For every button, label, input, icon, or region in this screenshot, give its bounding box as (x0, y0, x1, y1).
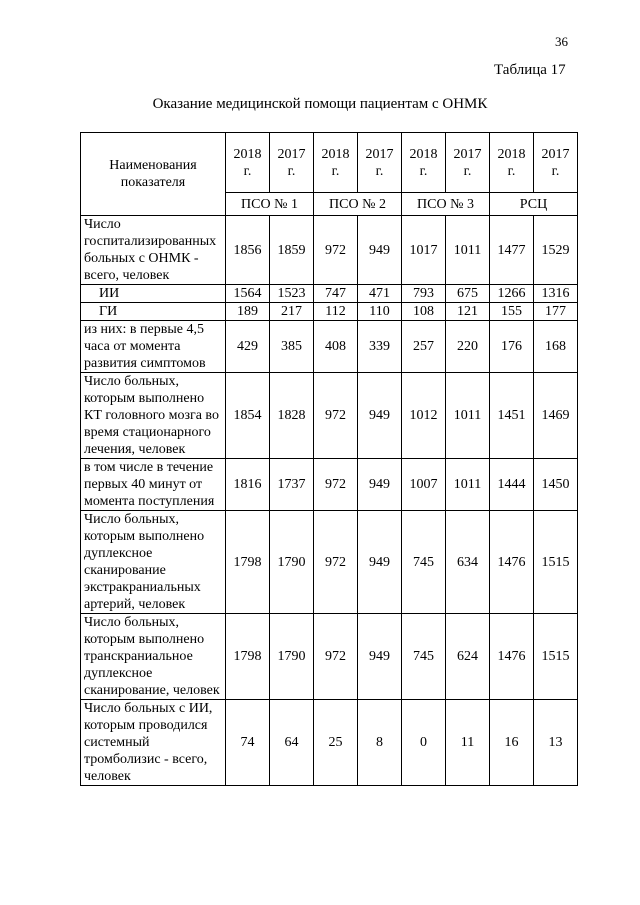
cell-value: 110 (358, 303, 402, 321)
cell-value: 1515 (534, 614, 578, 700)
table-label: Таблица 17 (494, 62, 566, 78)
cell-value: 74 (226, 700, 270, 786)
cell-value: 1816 (226, 459, 270, 511)
table-row (81, 373, 578, 459)
cell-value: 1737 (270, 459, 314, 511)
cell-value: 1017 (402, 216, 446, 285)
row-label: ГИ (81, 303, 226, 321)
table-row (81, 511, 578, 614)
cell-value: 793 (402, 285, 446, 303)
cell-value: 1011 (446, 373, 490, 459)
header-year: 2017 г. (534, 133, 578, 193)
cell-value: 1523 (270, 285, 314, 303)
cell-value: 108 (402, 303, 446, 321)
cell-value: 1856 (226, 216, 270, 285)
cell-value: 220 (446, 321, 490, 373)
cell-value: 949 (358, 459, 402, 511)
cell-value: 155 (490, 303, 534, 321)
cell-value: 1450 (534, 459, 578, 511)
header-name-column: Наименования показателя (81, 133, 226, 216)
header-group: ПСО № 3 (402, 193, 490, 216)
cell-value: 1012 (402, 373, 446, 459)
cell-value: 1469 (534, 373, 578, 459)
cell-value: 745 (402, 511, 446, 614)
cell-value: 1529 (534, 216, 578, 285)
table-row (81, 303, 578, 321)
cell-value: 1790 (270, 511, 314, 614)
cell-value: 949 (358, 373, 402, 459)
table-row (81, 285, 578, 303)
cell-value: 16 (490, 700, 534, 786)
cell-value: 747 (314, 285, 358, 303)
cell-value: 168 (534, 321, 578, 373)
cell-value: 949 (358, 614, 402, 700)
table-body (81, 216, 578, 786)
header-year: 2018 г. (490, 133, 534, 193)
cell-value: 1011 (446, 216, 490, 285)
cell-value: 972 (314, 373, 358, 459)
cell-value: 1476 (490, 614, 534, 700)
row-label: Число больных, которым выполнено транскраниальное дуплексное сканирование, человек (81, 614, 226, 700)
cell-value: 176 (490, 321, 534, 373)
cell-value: 177 (534, 303, 578, 321)
cell-value: 121 (446, 303, 490, 321)
cell-value: 385 (270, 321, 314, 373)
table-title: Оказание медицинской помощи пациентам с ОНМК (152, 96, 488, 112)
cell-value: 217 (270, 303, 314, 321)
cell-value: 112 (314, 303, 358, 321)
cell-value: 8 (358, 700, 402, 786)
table-row (81, 700, 578, 786)
header-row-years (81, 133, 578, 193)
cell-value: 189 (226, 303, 270, 321)
table-row (81, 321, 578, 373)
header-group: РСЦ (490, 193, 578, 216)
row-label: Число госпитализированных больных с ОНМК - всего, человек (81, 216, 226, 285)
cell-value: 471 (358, 285, 402, 303)
cell-value: 408 (314, 321, 358, 373)
table-row (81, 459, 578, 511)
cell-value: 1854 (226, 373, 270, 459)
table-row (81, 614, 578, 700)
row-label: в том числе в течение первых 40 минут от момента поступления (81, 459, 226, 511)
header-year: 2017 г. (270, 133, 314, 193)
cell-value: 1451 (490, 373, 534, 459)
cell-value: 949 (358, 216, 402, 285)
cell-value: 1477 (490, 216, 534, 285)
page-number: 36 (555, 34, 568, 49)
cell-value: 339 (358, 321, 402, 373)
cell-value: 25 (314, 700, 358, 786)
table-row (81, 216, 578, 285)
cell-value: 745 (402, 614, 446, 700)
cell-value: 1515 (534, 511, 578, 614)
cell-value: 1859 (270, 216, 314, 285)
cell-value: 972 (314, 511, 358, 614)
cell-value: 1266 (490, 285, 534, 303)
cell-value: 429 (226, 321, 270, 373)
row-label: Число больных, которым выполнено КТ головного мозга во время стационарного лечения, человек (81, 373, 226, 459)
cell-value: 634 (446, 511, 490, 614)
cell-value: 972 (314, 459, 358, 511)
cell-value: 624 (446, 614, 490, 700)
header-group: ПСО № 1 (226, 193, 314, 216)
cell-value: 1316 (534, 285, 578, 303)
row-label: ИИ (81, 285, 226, 303)
row-label: из них: в первые 4,5 часа от момента развития симптомов (81, 321, 226, 373)
cell-value: 257 (402, 321, 446, 373)
header-year: 2017 г. (358, 133, 402, 193)
cell-value: 1564 (226, 285, 270, 303)
row-label: Число больных с ИИ, которым проводился системный тромболизис - всего, человек (81, 700, 226, 786)
cell-value: 13 (534, 700, 578, 786)
cell-value: 972 (314, 614, 358, 700)
cell-value: 675 (446, 285, 490, 303)
cell-value: 972 (314, 216, 358, 285)
cell-value: 1444 (490, 459, 534, 511)
cell-value: 1011 (446, 459, 490, 511)
cell-value: 1798 (226, 614, 270, 700)
header-group: ПСО № 2 (314, 193, 402, 216)
header-year: 2018 г. (314, 133, 358, 193)
header-year: 2018 г. (402, 133, 446, 193)
data-table (80, 132, 578, 786)
cell-value: 1790 (270, 614, 314, 700)
header-year: 2018 г. (226, 133, 270, 193)
cell-value: 0 (402, 700, 446, 786)
cell-value: 1828 (270, 373, 314, 459)
cell-value: 64 (270, 700, 314, 786)
header-year: 2017 г. (446, 133, 490, 193)
cell-value: 11 (446, 700, 490, 786)
cell-value: 1798 (226, 511, 270, 614)
cell-value: 1476 (490, 511, 534, 614)
cell-value: 949 (358, 511, 402, 614)
cell-value: 1007 (402, 459, 446, 511)
row-label: Число больных, которым выполнено дуплексное сканирование экстракраниальных артерий, человек (81, 511, 226, 614)
